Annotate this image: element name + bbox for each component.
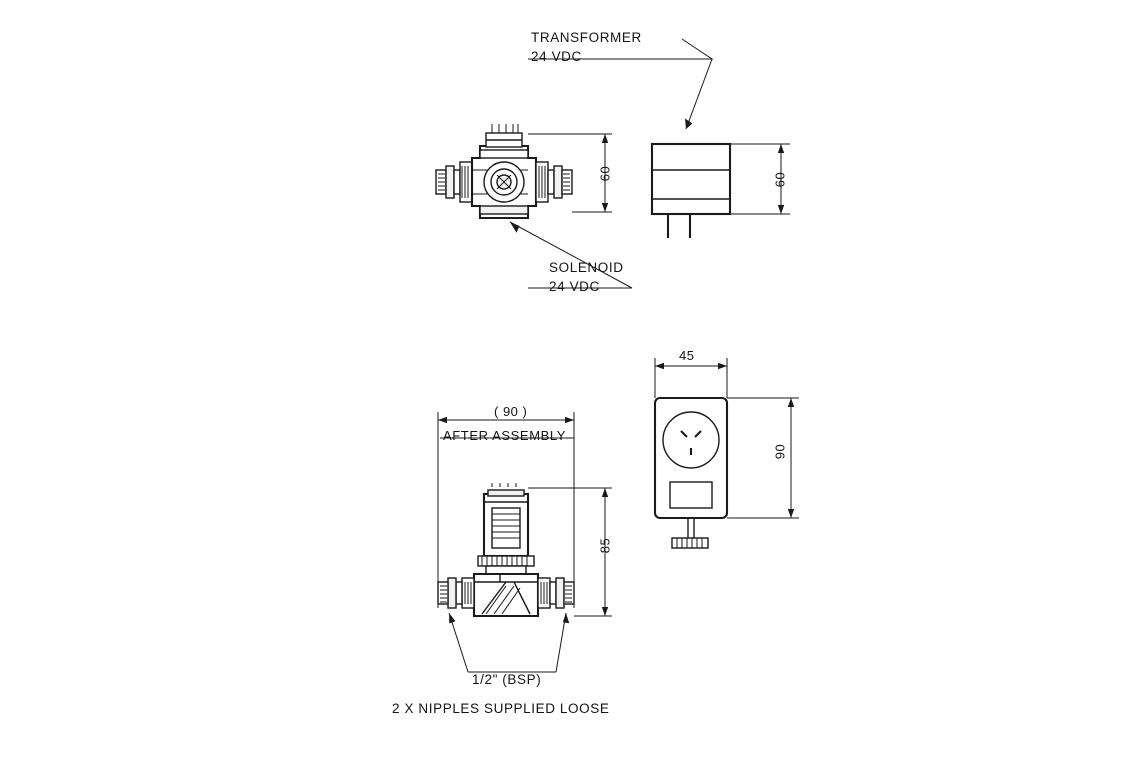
dim-valve-front-height: 85 [597, 537, 613, 554]
dim-transformer-front-width: 45 [679, 348, 695, 363]
dim-transformer-front-height: 90 [772, 443, 788, 460]
transformer-label-line1: TRANSFORMER [531, 30, 642, 45]
transformer-label-line2: 24 VDC [531, 49, 582, 64]
after-assembly-note: AFTER ASSEMBLY [443, 428, 567, 443]
nipple-thread-label: 1/2" (BSP) [472, 672, 542, 687]
dim-transformer-side-height: 60 [772, 171, 788, 188]
nipples-loose-note: 2 X NIPPLES SUPPLIED LOOSE [392, 701, 610, 716]
valve-top-view [436, 124, 612, 218]
valve-front-view [438, 412, 612, 672]
solenoid-label-line2: 24 VDC [549, 279, 600, 294]
dim-assembly-width: ( 90 ) [494, 404, 528, 419]
solenoid-label-line1: SOLENOID [549, 260, 624, 275]
dim-valve-top-height: 60 [597, 165, 613, 182]
transformer-side-view [652, 144, 790, 238]
